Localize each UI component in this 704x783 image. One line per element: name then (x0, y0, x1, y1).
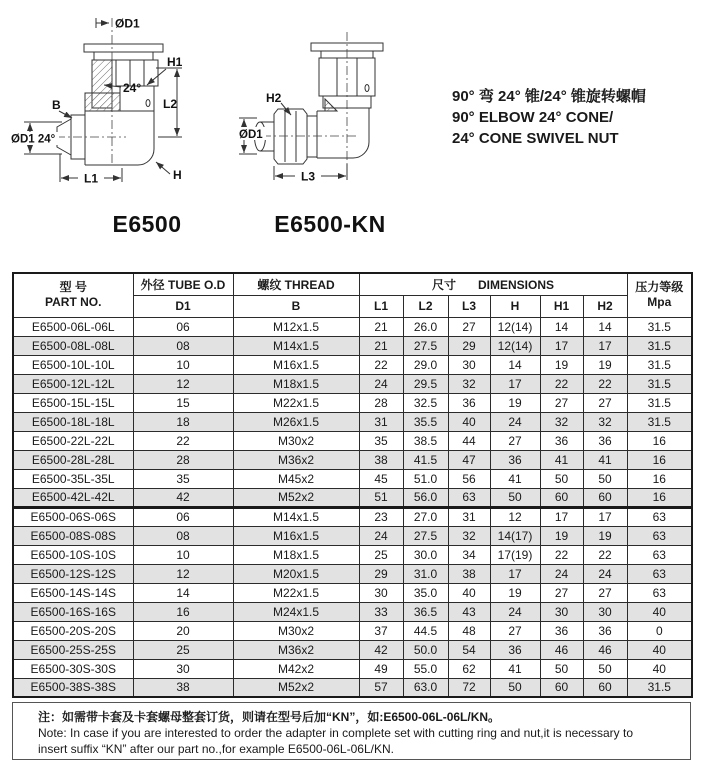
table-cell: 31 (448, 507, 490, 526)
table-cell: 31.0 (403, 564, 448, 583)
table-cell: M52x2 (233, 488, 359, 507)
table-cell: 47 (448, 450, 490, 469)
table-cell: 40 (448, 412, 490, 431)
table-cell: 16 (627, 431, 692, 450)
table-cell: E6500-08S-08S (13, 526, 133, 545)
table-cell: 41 (540, 450, 583, 469)
col-header-tube-od: 外径 TUBE O.D (133, 273, 233, 295)
dim-d1-side-label: ØD1 24° (11, 133, 56, 146)
table-cell: M45x2 (233, 469, 359, 488)
table-cell: 24 (583, 564, 627, 583)
col-header-thread: 螺纹 THREAD (233, 273, 359, 295)
table-cell: 24 (359, 526, 403, 545)
table-cell: E6500-12L-12L (13, 374, 133, 393)
table-cell: M14x1.5 (233, 336, 359, 355)
spec-table-header (13, 273, 692, 317)
table-cell: 24 (490, 602, 540, 621)
table-cell: 19 (540, 355, 583, 374)
table-row (13, 526, 692, 545)
table-cell: E6500-22L-22L (13, 431, 133, 450)
table-cell: 57 (359, 678, 403, 697)
table-cell: 31.5 (627, 393, 692, 412)
table-cell: 42 (133, 488, 233, 507)
note-line-en-2: insert suffix “KN” after our part no.,for example E6500-06L-06L/KN. (38, 742, 394, 756)
product-title (452, 86, 646, 149)
col-header-b: B (233, 295, 359, 317)
dim-d1-label: ØD1 (239, 129, 263, 141)
table-cell: M30x2 (233, 431, 359, 450)
note-box (12, 702, 691, 760)
table-cell: 40 (448, 583, 490, 602)
table-cell: 51 (359, 488, 403, 507)
table-cell: M22x1.5 (233, 583, 359, 602)
table-cell: 27.5 (403, 336, 448, 355)
table-cell: 30 (133, 659, 233, 678)
col-header-pressure (627, 273, 692, 317)
note-line-en-1: Note: In case if you are interested to order the adapter in complete set with cutting ring and nut,it is necessary to (38, 726, 633, 740)
table-cell: M16x1.5 (233, 526, 359, 545)
note-line-cn: 注：如需带卡套及卡套螺母整套订货，则请在型号后加“KN”，如:E6500-06L-06L/KN。 (38, 710, 501, 724)
table-cell: 27 (583, 393, 627, 412)
dim-angle-label: 24° (123, 81, 142, 95)
table-cell: 15 (133, 393, 233, 412)
table-cell: 24 (540, 564, 583, 583)
model-label-e6500-kn: E6500-KN (274, 211, 386, 237)
table-cell: 27.0 (403, 507, 448, 526)
table-cell: 46 (540, 640, 583, 659)
table-cell: 63.0 (403, 678, 448, 697)
col-header-dimensions (359, 273, 627, 295)
table-cell: 36 (540, 431, 583, 450)
dim-h-label: H (173, 168, 182, 182)
table-cell: 12(14) (490, 317, 540, 336)
table-cell: 31 (359, 412, 403, 431)
table-cell: 17 (490, 564, 540, 583)
table-cell: 21 (359, 317, 403, 336)
table-row (13, 431, 692, 450)
table-cell: 38.5 (403, 431, 448, 450)
table-cell: 31.5 (627, 336, 692, 355)
table-cell: 24 (359, 374, 403, 393)
table-cell: 36 (448, 393, 490, 412)
col-header-part-cn: 型 号 (59, 280, 87, 295)
table-cell: 20 (133, 621, 233, 640)
table-cell: 28 (359, 393, 403, 412)
table-cell: 16 (133, 602, 233, 621)
table-cell: 18 (133, 412, 233, 431)
table-cell: E6500-14S-14S (13, 583, 133, 602)
table-cell: 12 (490, 507, 540, 526)
table-cell: 27 (583, 583, 627, 602)
table-cell: 54 (448, 640, 490, 659)
table-cell: 44 (448, 431, 490, 450)
table-cell: 60 (540, 488, 583, 507)
table-cell: 30.0 (403, 545, 448, 564)
table-cell: E6500-15L-15L (13, 393, 133, 412)
table-cell: 12 (133, 564, 233, 583)
table-cell: 40 (627, 659, 692, 678)
table-cell: 27 (448, 317, 490, 336)
table-cell: 19 (490, 583, 540, 602)
table-cell: 26.0 (403, 317, 448, 336)
table-cell: 40 (627, 602, 692, 621)
table-cell: 40 (627, 640, 692, 659)
product-title-en-1: 90° ELBOW 24° CONE/ (452, 109, 614, 126)
table-cell: 34 (448, 545, 490, 564)
table-row (13, 393, 692, 412)
table-cell: 16 (627, 488, 692, 507)
table-cell: 29.0 (403, 355, 448, 374)
col-header-h2: H2 (583, 295, 627, 317)
table-cell: E6500-38S-38S (13, 678, 133, 697)
table-cell: 32 (540, 412, 583, 431)
table-cell: 32 (448, 526, 490, 545)
table-cell: 16 (627, 469, 692, 488)
table-cell: M30x2 (233, 621, 359, 640)
table-cell: 32.5 (403, 393, 448, 412)
table-cell: 22 (540, 545, 583, 564)
table-cell: M36x2 (233, 450, 359, 469)
table-cell: 72 (448, 678, 490, 697)
table-row (13, 355, 692, 374)
table-cell: 0 (627, 621, 692, 640)
dim-l3-label: L3 (300, 169, 316, 184)
table-cell: 38 (448, 564, 490, 583)
col-header-l1: L1 (359, 295, 403, 317)
table-cell: E6500-16S-16S (13, 602, 133, 621)
dim-h1-label: H1 (167, 55, 183, 69)
table-row (13, 412, 692, 431)
col-header-part-no (13, 273, 133, 317)
table-cell: M18x1.5 (233, 545, 359, 564)
table-cell: E6500-10S-10S (13, 545, 133, 564)
table-cell: M18x1.5 (233, 374, 359, 393)
dim-h2-label: H2 (266, 91, 282, 105)
table-cell: 19 (583, 355, 627, 374)
e6500-technical-drawing (8, 8, 258, 218)
spec-table (12, 272, 693, 698)
col-header-pressure-unit: Mpa (647, 295, 672, 310)
table-cell: 50 (540, 659, 583, 678)
table-cell: 10 (133, 545, 233, 564)
table-cell: 19 (490, 393, 540, 412)
table-cell: 30 (359, 583, 403, 602)
table-row (13, 545, 692, 564)
table-cell: 63 (627, 583, 692, 602)
product-title-en-2: 24° CONE SWIVEL NUT (452, 130, 619, 147)
table-cell: 23 (359, 507, 403, 526)
table-cell: 22 (540, 374, 583, 393)
table-cell: 63 (627, 526, 692, 545)
table-cell: 41 (490, 469, 540, 488)
table-cell: 17(19) (490, 545, 540, 564)
table-cell: 36 (583, 431, 627, 450)
table-cell: 27.5 (403, 526, 448, 545)
dim-b-label: B (52, 98, 61, 112)
dim-l1-label: L1 (83, 171, 99, 186)
spec-table-body (13, 317, 692, 697)
col-header-h: H (490, 295, 540, 317)
table-cell: 44.5 (403, 621, 448, 640)
table-cell: E6500-08L-08L (13, 336, 133, 355)
table-cell: E6500-18L-18L (13, 412, 133, 431)
table-cell: 38 (133, 678, 233, 697)
table-cell: 46 (583, 640, 627, 659)
table-cell: 27 (490, 431, 540, 450)
table-cell: 14 (583, 317, 627, 336)
table-row (13, 564, 692, 583)
table-cell: 51.0 (403, 469, 448, 488)
table-row (13, 583, 692, 602)
table-cell: 35 (359, 431, 403, 450)
table-cell: 60 (540, 678, 583, 697)
table-cell: 27 (490, 621, 540, 640)
table-cell: 30 (583, 602, 627, 621)
table-cell: 31.5 (627, 317, 692, 336)
table-cell: 36 (490, 640, 540, 659)
table-cell: 25 (133, 640, 233, 659)
table-row (13, 336, 692, 355)
table-cell: M12x1.5 (233, 317, 359, 336)
table-cell: 36 (583, 621, 627, 640)
table-cell: E6500-10L-10L (13, 355, 133, 374)
table-cell: 31.5 (627, 355, 692, 374)
table-row (13, 640, 692, 659)
table-row (13, 621, 692, 640)
product-title-cn: 90° 弯 24° 锥/24° 锥旋转螺帽 (452, 88, 646, 105)
table-cell: 63 (448, 488, 490, 507)
table-cell: E6500-06S-06S (13, 507, 133, 526)
table-cell: 38 (359, 450, 403, 469)
table-cell: 10 (133, 355, 233, 374)
table-row (13, 450, 692, 469)
table-cell: 17 (583, 507, 627, 526)
dim-l2-label: L2 (163, 97, 178, 111)
table-cell: 31.5 (627, 412, 692, 431)
table-cell: 14 (133, 583, 233, 602)
table-cell: 63 (627, 507, 692, 526)
table-cell: 21 (359, 336, 403, 355)
table-cell: 30 (540, 602, 583, 621)
col-header-l2: L2 (403, 295, 448, 317)
table-row (13, 678, 692, 697)
table-cell: 30 (448, 355, 490, 374)
table-cell: 56.0 (403, 488, 448, 507)
table-cell: 32 (448, 374, 490, 393)
table-cell: E6500-12S-12S (13, 564, 133, 583)
table-cell: 08 (133, 526, 233, 545)
table-cell: 24 (490, 412, 540, 431)
table-cell: 35 (133, 469, 233, 488)
table-cell: M42x2 (233, 659, 359, 678)
table-cell: 14(17) (490, 526, 540, 545)
table-cell: 32 (583, 412, 627, 431)
col-header-h1: H1 (540, 295, 583, 317)
table-cell: E6500-20S-20S (13, 621, 133, 640)
table-cell: 43 (448, 602, 490, 621)
table-row (13, 469, 692, 488)
table-row (13, 488, 692, 507)
table-cell: 49 (359, 659, 403, 678)
table-cell: 29 (359, 564, 403, 583)
table-cell: M52x2 (233, 678, 359, 697)
table-row (13, 374, 692, 393)
table-cell: 63 (627, 545, 692, 564)
table-cell: 41 (583, 450, 627, 469)
table-cell: 17 (540, 507, 583, 526)
table-row (13, 507, 692, 526)
table-cell: 12 (133, 374, 233, 393)
table-cell: 31.5 (627, 678, 692, 697)
table-cell: 50 (583, 469, 627, 488)
table-cell: 22 (133, 431, 233, 450)
table-cell: M24x1.5 (233, 602, 359, 621)
col-header-part-en: PART NO. (45, 295, 102, 310)
table-cell: 50 (583, 659, 627, 678)
table-cell: 37 (359, 621, 403, 640)
table-cell: 50 (490, 678, 540, 697)
table-cell: 27 (540, 583, 583, 602)
table-cell: 12(14) (490, 336, 540, 355)
table-cell: 50.0 (403, 640, 448, 659)
table-cell: 41 (490, 659, 540, 678)
table-cell: M36x2 (233, 640, 359, 659)
table-cell: 29 (448, 336, 490, 355)
col-header-pressure-cn: 压力等级 (635, 280, 684, 295)
table-cell: M20x1.5 (233, 564, 359, 583)
table-cell: 08 (133, 336, 233, 355)
table-cell: 41.5 (403, 450, 448, 469)
table-cell: E6500-42L-42L (13, 488, 133, 507)
table-cell: 48 (448, 621, 490, 640)
table-cell: M14x1.5 (233, 507, 359, 526)
table-cell: 35.0 (403, 583, 448, 602)
table-cell: 36 (490, 450, 540, 469)
col-header-d1: D1 (133, 295, 233, 317)
table-cell: M26x1.5 (233, 412, 359, 431)
table-cell: 31.5 (627, 374, 692, 393)
table-row (13, 659, 692, 678)
table-cell: E6500-28L-28L (13, 450, 133, 469)
table-cell: 22 (359, 355, 403, 374)
table-cell: E6500-35L-35L (13, 469, 133, 488)
table-cell: 25 (359, 545, 403, 564)
table-cell: 45 (359, 469, 403, 488)
table-cell: M16x1.5 (233, 355, 359, 374)
table-cell: 63 (627, 564, 692, 583)
table-cell: 22 (583, 374, 627, 393)
table-cell: 62 (448, 659, 490, 678)
table-cell: E6500-25S-25S (13, 640, 133, 659)
col-header-dims-en: DIMENSIONS (478, 277, 555, 292)
e6500-kn-technical-drawing (237, 24, 447, 209)
table-cell: 42 (359, 640, 403, 659)
table-cell: 28 (133, 450, 233, 469)
table-cell: M22x1.5 (233, 393, 359, 412)
table-cell: 19 (583, 526, 627, 545)
table-cell: 17 (583, 336, 627, 355)
table-cell: 14 (540, 317, 583, 336)
table-cell: E6500-30S-30S (13, 659, 133, 678)
table-cell: 06 (133, 507, 233, 526)
table-cell: 27 (540, 393, 583, 412)
table-row (13, 317, 692, 336)
col-header-l3: L3 (448, 295, 490, 317)
table-cell: 19 (540, 526, 583, 545)
col-header-dims-cn: 尺寸 (432, 277, 457, 292)
table-cell: 14 (490, 355, 540, 374)
table-cell: 29.5 (403, 374, 448, 393)
table-cell: 16 (627, 450, 692, 469)
table-cell: 06 (133, 317, 233, 336)
table-cell: 36.5 (403, 602, 448, 621)
table-cell: 55.0 (403, 659, 448, 678)
model-label-e6500: E6500 (112, 211, 182, 237)
table-cell: 17 (490, 374, 540, 393)
e6500-body-outline (57, 44, 163, 165)
table-cell: 50 (540, 469, 583, 488)
table-row (13, 602, 692, 621)
dim-d1-top-label: ØD1 (115, 16, 140, 31)
table-cell: 60 (583, 488, 627, 507)
table-cell: 60 (583, 678, 627, 697)
table-cell: 35.5 (403, 412, 448, 431)
table-cell: E6500-06L-06L (13, 317, 133, 336)
table-cell: 56 (448, 469, 490, 488)
table-cell: 33 (359, 602, 403, 621)
table-cell: 36 (540, 621, 583, 640)
table-cell: 22 (583, 545, 627, 564)
table-cell: 17 (540, 336, 583, 355)
table-cell: 50 (490, 488, 540, 507)
